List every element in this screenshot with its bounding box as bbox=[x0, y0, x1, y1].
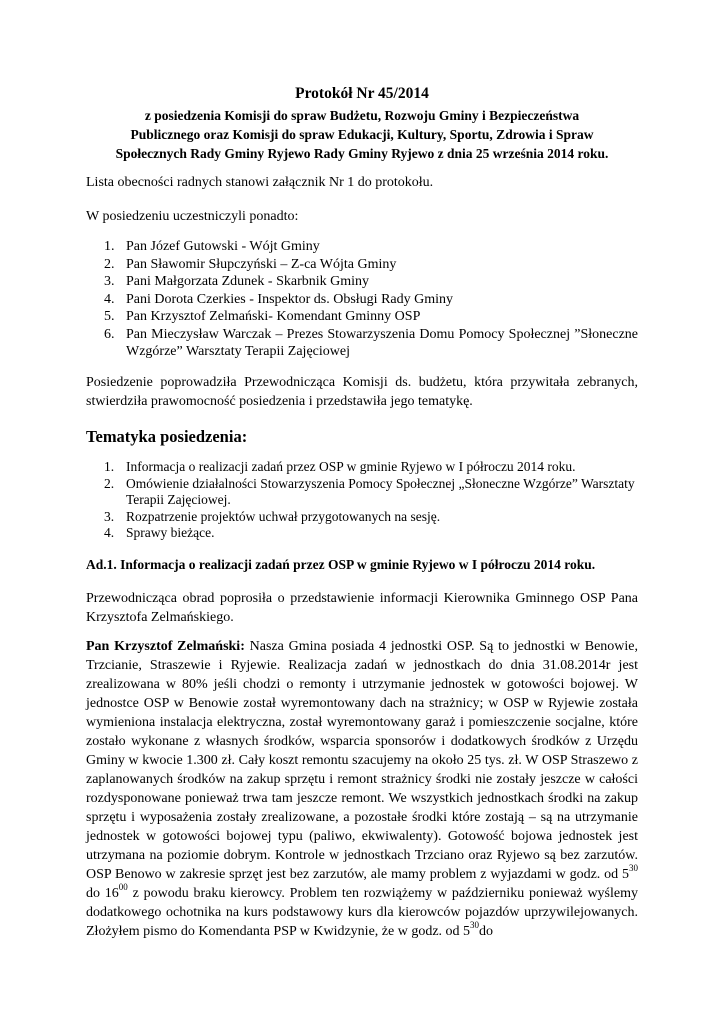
subtitle-line-1: z posiedzenia Komisji do spraw Budżetu, Rozwoju Gminy i Bezpieczeństwa bbox=[144, 108, 580, 123]
list-item: 1. Informacja o realizacji zadań przez OSP w gminie Ryjewo w I półroczu 2014 roku. bbox=[104, 459, 576, 474]
topics-list bbox=[86, 459, 638, 542]
subtitle-line-3: Społecznych Rady Gminy Ryjewo Rady Gminy Ryjewo z dnia 25 września 2014 roku. bbox=[115, 146, 609, 161]
participants-list bbox=[86, 238, 638, 361]
participants-intro: W posiedzeniu uczestniczyli ponadto: bbox=[86, 209, 299, 224]
speech-paragraph: Pan Krzysztof Zelmański: Nasza Gmina posiada 4 jednostki OSP. Są to jednostki w Benowie, Trzcianie, Straszewie i Ryjewie. Realizacja zadań w jednostkach do dnia 31.08.2014r jest zrealizowana w 80% jeśli chodzi o remonty i utrzymanie jednostek w gotowości bojowej. W jednostce OSP w Benowie został wyremontowany dach na strażnicy; w OSP w Ryjewie została wymieniona instalacja elektryczna, został wyremontowany garaż i pomieszczenie socjalne, które zostało wykonane z własnych środków, wsparcia sponsorów i dodatkowych środków z Urzędu Gminy w kwocie 1.300 zł. Cały koszt remontu szacujemy na około 25 tys. zł. W OSP Straszewo z zaplanowanych środków na zakup sprzętu i remont strażnicy środki nie zostały jeszcze w całości rozdysponowane ponieważ trwa tam jeszcze remont. We wszystkich jednostkach środki na zakup sprzętu i wyposażenia zostały zrealizowane, a pozostałe środki które zostają – są na utrzymanie jednostek w gotowości bojowej typu (paliwo, ekwiwalenty). Gotowość bojowa jednostek jest utrzymana na poziomie dobrym. Kontrole w jednostkach Trzciano oraz Ryjewo są bez zarzutów. OSP Benowo w zakresie sprzęt jest bez zarzutów, ale mamy problem z wyjazdami w godz. od $5^{30}$ do $16^{00}$ z powodu braku kierowcy. Problem ten rozwiążemy w październiku ponieważ wyślemy dodatkowego ochotnika na kurs podstawowy kurs dla kierowców pojazdów uprzywilejowanych. Złożyłem pismo do Komendanta PSP w Kwidzynie, że w godz. od $5^{30}do$ bbox=[86, 639, 638, 939]
topics-heading: Tematyka posiedzenia: bbox=[86, 427, 248, 446]
document-title: Protokół Nr 45/2014 bbox=[295, 85, 429, 102]
document-subtitle bbox=[86, 106, 638, 163]
list-item: 5. Pan Krzysztof Zelmański- Komendant Gminny OSP bbox=[104, 309, 421, 324]
list-item: 1. Pan Józef Gutowski - Wójt Gminy bbox=[104, 239, 320, 254]
list-item: 2. Omówienie działalności Stowarzyszenia Pomocy Społecznej „Słoneczne Wzgórze” Warsztaty Terapii Zajęciowej. bbox=[104, 475, 635, 507]
speaker-name: Pan Krzysztof Zelmański: bbox=[86, 639, 245, 654]
ad1-heading: Ad.1. Informacja o realizacji zadań przez OSP w gminie Ryjewo w I półroczu 2014 roku. bbox=[86, 557, 596, 572]
list-item: 3. Pani Małgorzata Zdunek - Skarbnik Gminy bbox=[104, 274, 370, 289]
list-item: 6. Pan Mieczysław Warczak – Prezes Stowarzyszenia Domu Pomocy Społecznej ”Słoneczne Wzgórze” Warsztaty Terapii Zajęciowej bbox=[104, 326, 638, 359]
attendance-note: Lista obecności radnych stanowi załącznik Nr 1 do protokołu. bbox=[86, 175, 434, 190]
ad1-intro: Przewodnicząca obrad poprosiła o przedstawienie informacji Kierownika Gminnego OSP Pana Krzysztofa Zelmańskiego. bbox=[86, 591, 638, 625]
opening-paragraph: Posiedzenie poprowadziła Przewodnicząca Komisji ds. budżetu, która przywitała zebranych, stwierdziła prawomocność posiedzenia i przedstawiła jego tematykę. bbox=[86, 375, 638, 409]
list-item: 4. Sprawy bieżące. bbox=[104, 525, 215, 540]
list-item: 3. Rozpatrzenie projektów uchwał przygotowanych na sesję. bbox=[104, 508, 441, 524]
list-item: 4. Pani Dorota Czerkies - Inspektor ds. Obsługi Rady Gminy bbox=[104, 291, 454, 307]
subtitle-line-2: Publicznego oraz Komisji do spraw Edukacji, Kultury, Sportu, Zdrowia i Spraw bbox=[130, 127, 594, 142]
list-item: 2. Pan Sławomir Słupczyński – Z-ca Wójta Gminy bbox=[104, 256, 397, 272]
